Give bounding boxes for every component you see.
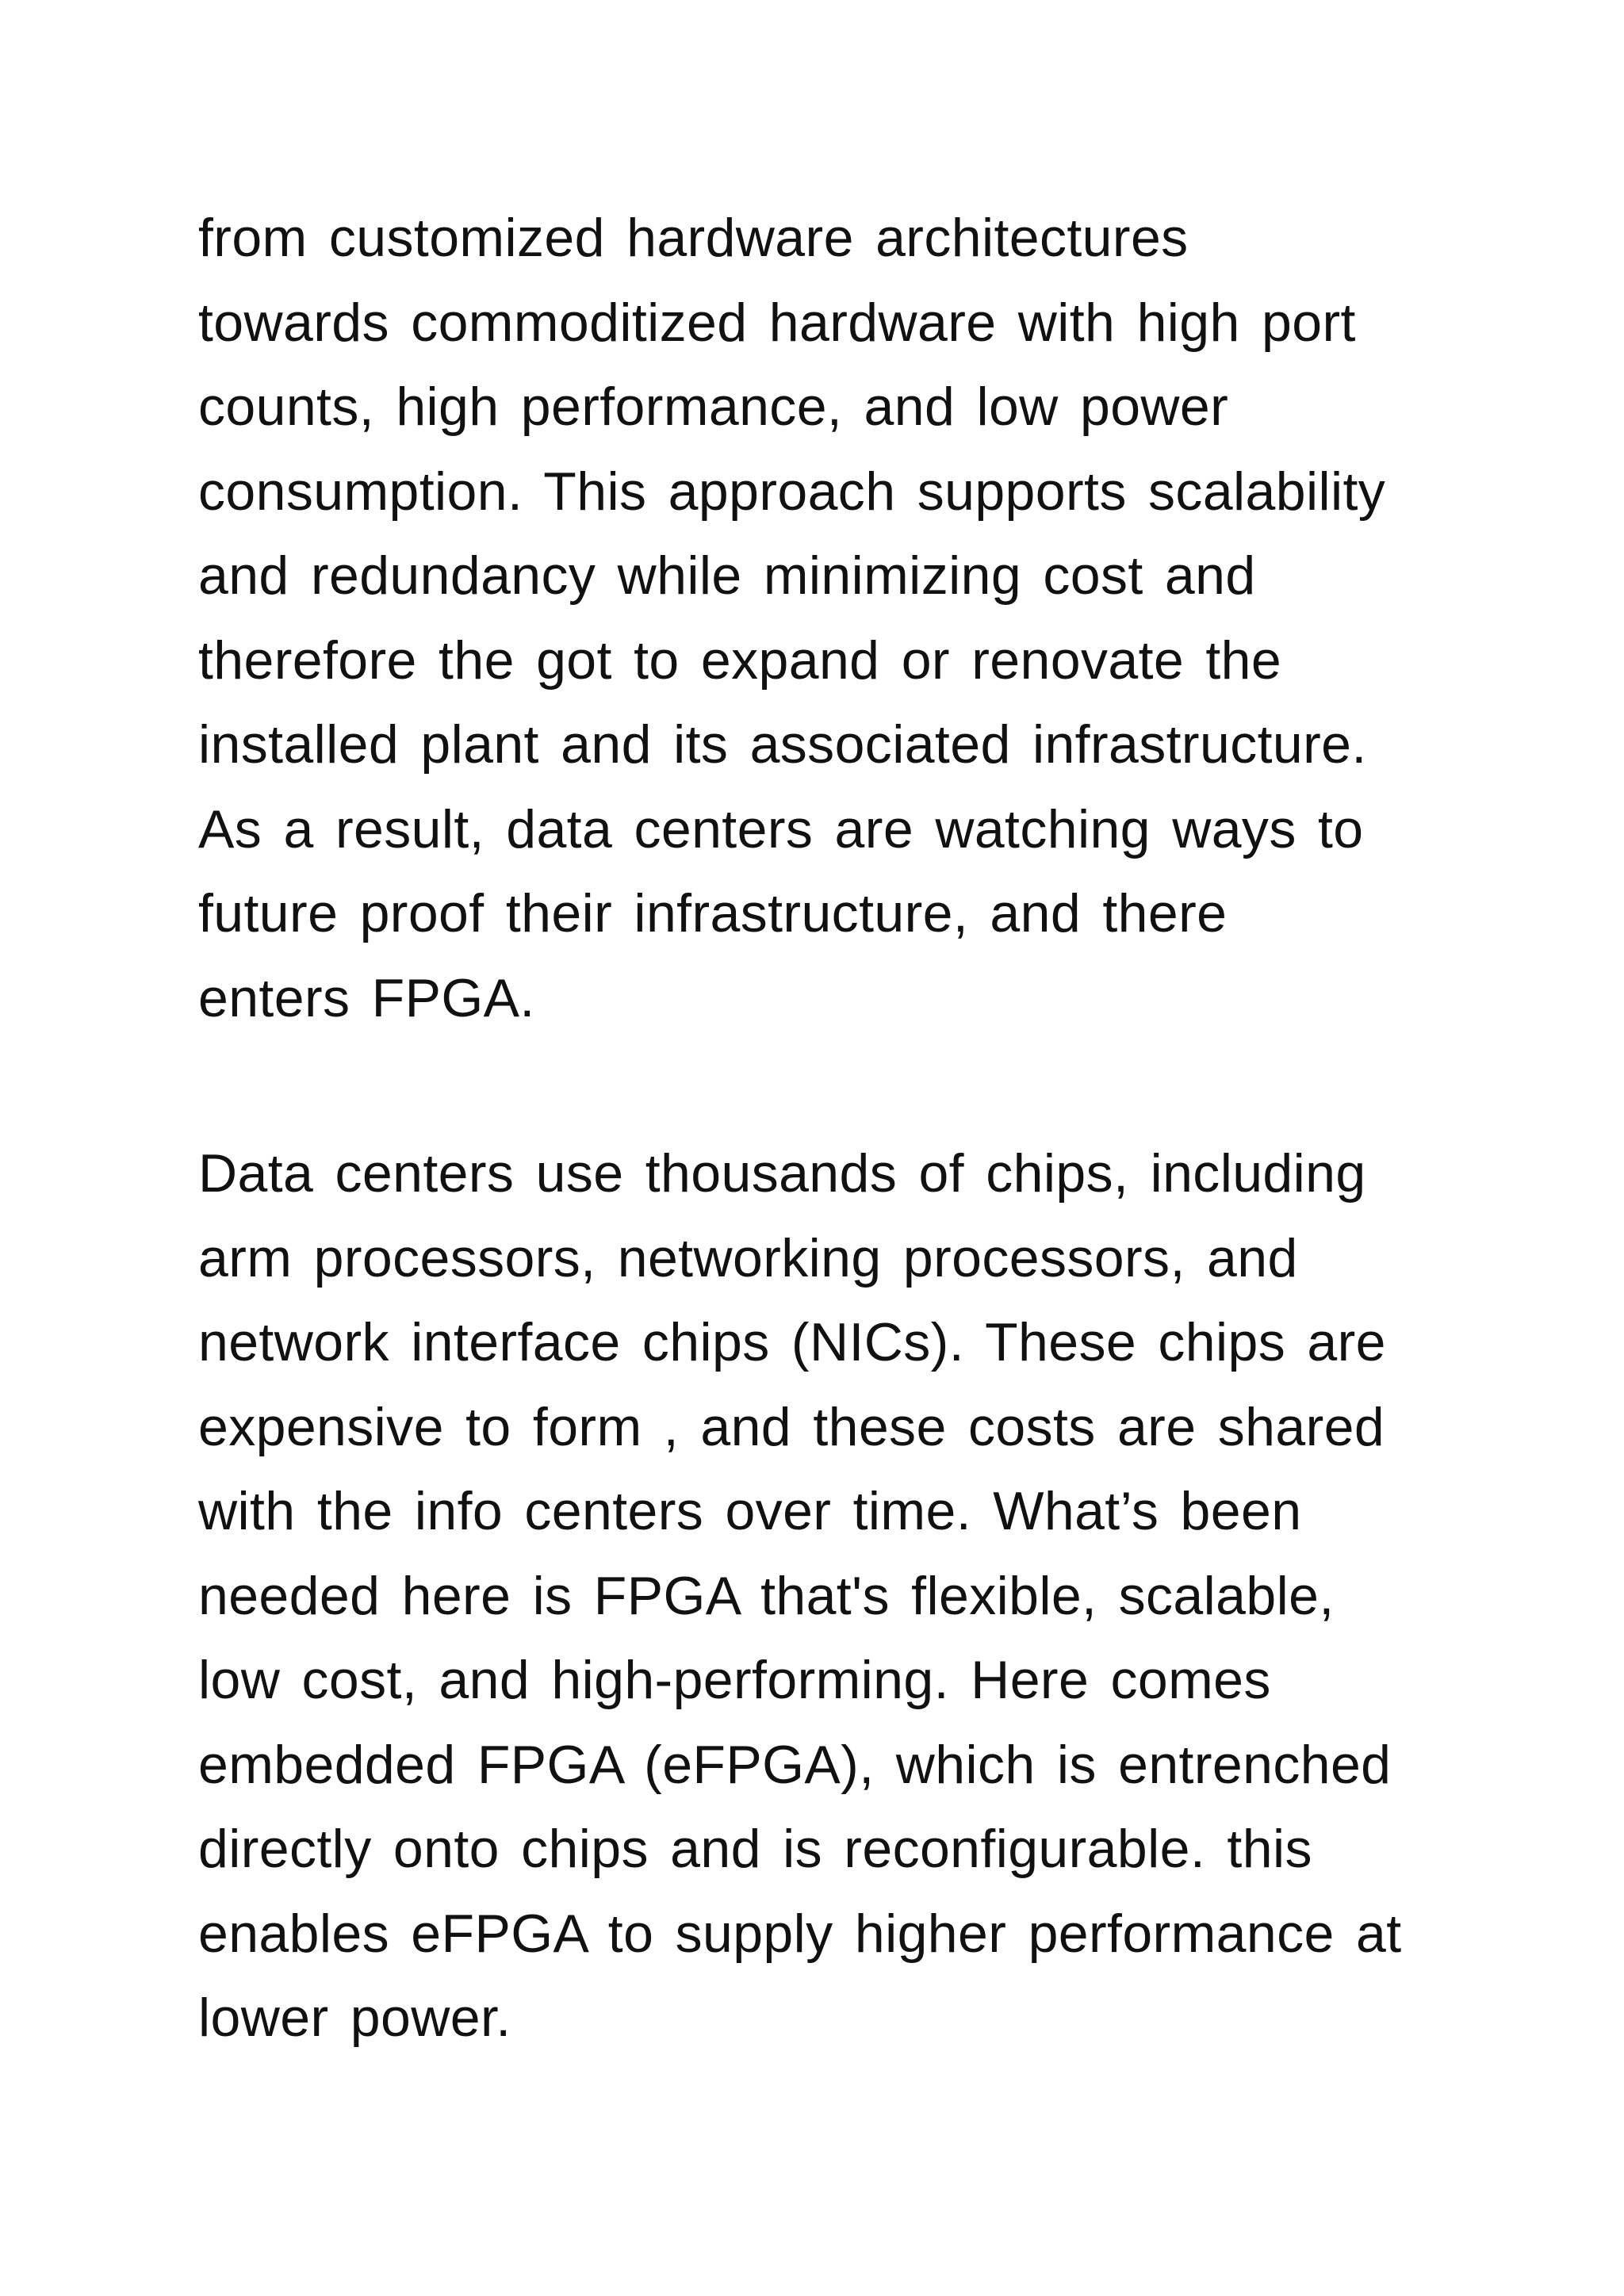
text-line: consumption. This approach supports scalability [198,461,1386,522]
text-line: installed plant and its associated infrastructure. [198,714,1367,775]
text-line: from customized hardware architectures [198,208,1189,268]
text-line: As a result, data centers are watching ways to [198,798,1364,859]
text-line: and redundancy while minimizing cost and [198,545,1256,606]
paragraph-1 [198,196,1435,1040]
text-line: low cost, and high-performing. Here comes [198,1650,1271,1710]
text-line: Data centers use thousands of chips, including [198,1143,1366,1203]
text-line: directly onto chips and is reconfigurable. this [198,1819,1312,1879]
text-line: therefore the got to expand or renovate the [198,629,1282,691]
text-line: counts, high performance, and low power [198,377,1229,437]
text-line: towards commoditized hardware with high port [198,292,1356,353]
text-line: enables eFPGA to supply higher performance at [198,1903,1402,1964]
text-line: network interface chips (NICs). These chips are [198,1312,1386,1372]
text-line: lower power. [198,1988,511,2048]
text-line: embedded FPGA (eFPGA), which is entrenched [198,1734,1392,1795]
text-line: enters FPGA. [198,967,535,1028]
text-line: future proof their infrastructure, and there [198,883,1228,943]
text-line: needed here is FPGA that's flexible, scalable, [198,1565,1335,1626]
text-line: expensive to form , and these costs are shared [198,1396,1385,1457]
text-line: with the info centers over time. What’s been [198,1481,1302,1541]
paragraph-2 [198,1131,1435,2061]
text-line: arm processors, networking processors, and [198,1227,1298,1288]
